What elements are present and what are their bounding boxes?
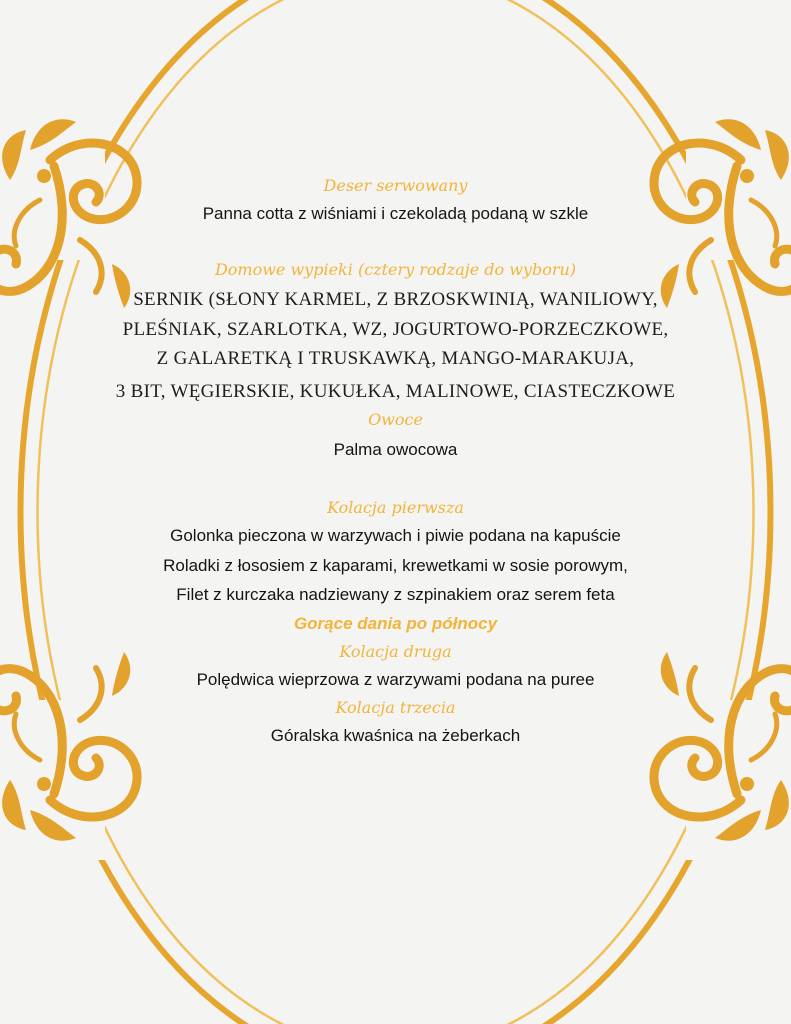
supper1-item: Golonka pieczona w warzywach i piwie podana na kapuście — [170, 526, 621, 545]
fruit-heading: Owoce — [368, 410, 423, 429]
supper3-heading: Kolacja trzecia — [335, 698, 456, 717]
dessert-heading: Deser serwowany — [323, 176, 468, 195]
cakes-line: Z GALARETKĄ I TRUSKAWKĄ, MANGO-MARAKUJA, — [156, 348, 635, 369]
cakes-heading: Domowe wypieki (cztery rodzaje do wyboru) — [214, 260, 577, 279]
supper1-item: Filet z kurczaka nadziewany z szpinakiem oraz serem feta — [176, 585, 615, 604]
supper2-heading: Kolacja druga — [339, 642, 452, 661]
cakes-line: 3 BIT, WĘGIERSKIE, KUKUŁKA, MALINOWE, CIASTECZKOWE — [115, 381, 676, 402]
cakes-line: SERNIK (SŁONY KARMEL, Z BRZOSKWINIĄ, WANILIOWY, — [133, 289, 658, 310]
supper2-item: Polędwica wieprzowa z warzywami podana na puree — [196, 670, 595, 689]
supper1-heading: Kolacja pierwsza — [327, 498, 464, 517]
fruit-item: Palma owocowa — [333, 440, 458, 459]
cakes-line: PLEŚNIAK, SZARLOTKA, WZ, JOGURTOWO-PORZECZKOWE, — [122, 319, 669, 340]
supper3-item: Góralska kwaśnica na żeberkach — [270, 726, 521, 745]
hot-dishes-heading: Gorące dania po północy — [293, 614, 498, 633]
dessert-item: Panna cotta z wiśniami i czekoladą podaną w szkle — [202, 204, 589, 223]
supper1-item: Roladki z łososiem z kaparami, krewetkami w sosie porowym, — [163, 556, 628, 575]
